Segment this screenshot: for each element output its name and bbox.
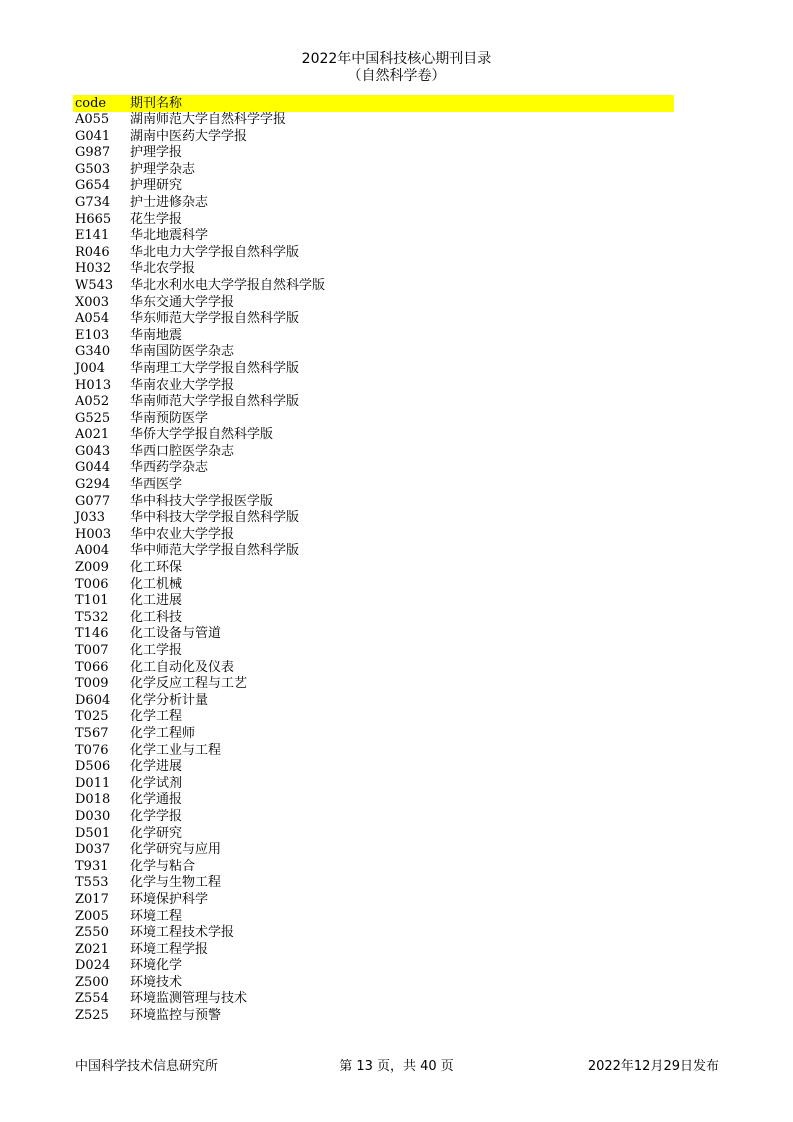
table-row xyxy=(0,593,793,610)
journal-code: J004 xyxy=(75,360,106,376)
journal-code: D037 xyxy=(75,842,111,858)
journal-code: Z017 xyxy=(75,891,109,907)
journal-code: D501 xyxy=(75,825,111,841)
table-row xyxy=(0,444,793,461)
journal-code: T076 xyxy=(75,742,109,758)
table-row xyxy=(0,344,793,361)
journal-name: 华东师范大学学报自然科学版 xyxy=(130,311,300,327)
journal-name: 化学反应工程与工艺 xyxy=(130,676,248,692)
journal-code: H032 xyxy=(75,261,112,277)
journal-code: Z005 xyxy=(75,908,109,924)
journal-name: 化学与生物工程 xyxy=(130,875,222,891)
table-row xyxy=(0,560,793,577)
journal-name: 华北电力大学学报自然科学版 xyxy=(130,244,300,260)
journal-name: 化学通报 xyxy=(130,792,183,808)
journal-name: 华北地震科学 xyxy=(130,228,209,244)
journal-name: 护理学报 xyxy=(130,145,183,161)
journal-name: 环境技术 xyxy=(130,974,183,990)
journal-code: G340 xyxy=(75,344,111,360)
journal-code: T146 xyxy=(75,626,109,642)
table-row xyxy=(0,859,793,876)
journal-code: G503 xyxy=(75,161,111,177)
journal-name: 护理学杂志 xyxy=(130,161,196,177)
journal-name: 华中师范大学学报自然科学版 xyxy=(130,543,300,559)
journal-code: Z550 xyxy=(75,925,109,941)
table-row xyxy=(0,676,793,693)
journal-name: 化学工程师 xyxy=(130,725,196,741)
table-row xyxy=(0,460,793,477)
journal-name: 华北农学报 xyxy=(130,261,196,277)
header-code: code xyxy=(75,96,107,111)
table-row xyxy=(0,162,793,179)
table-row xyxy=(0,958,793,975)
journal-name: 环境工程技术学报 xyxy=(130,925,235,941)
table-row xyxy=(0,809,793,826)
journal-name: 华西药学杂志 xyxy=(130,460,209,476)
journal-name: 化工设备与管道 xyxy=(130,626,222,642)
table-row xyxy=(0,875,793,892)
journal-code: G654 xyxy=(75,178,111,194)
table-row xyxy=(0,776,793,793)
journal-code: T025 xyxy=(75,709,109,725)
table-row xyxy=(0,709,793,726)
journal-name: 化学试剂 xyxy=(130,775,183,791)
journal-name: 华南地震 xyxy=(130,327,183,343)
table-row xyxy=(0,743,793,760)
journal-name: 化学与粘合 xyxy=(130,858,196,874)
table-row xyxy=(0,643,793,660)
journal-name: 环境监测管理与技术 xyxy=(130,991,248,1007)
journal-code: D030 xyxy=(75,808,111,824)
table-row xyxy=(0,494,793,511)
journal-code: T066 xyxy=(75,659,109,675)
table-row xyxy=(0,842,793,859)
table-row xyxy=(0,1008,793,1025)
journal-code: J033 xyxy=(75,510,106,526)
table-row xyxy=(0,693,793,710)
journal-code: Z525 xyxy=(75,1008,109,1024)
table-row xyxy=(0,792,793,809)
journal-code: G044 xyxy=(75,460,111,476)
table-row xyxy=(0,212,793,229)
table-row xyxy=(0,195,793,212)
table-row xyxy=(0,411,793,428)
journal-code: A021 xyxy=(75,427,110,443)
table-row xyxy=(0,328,793,345)
journal-code: H013 xyxy=(75,377,112,393)
journal-code: T553 xyxy=(75,875,109,891)
journal-name: 化学分析计量 xyxy=(130,692,209,708)
table-row xyxy=(0,909,793,926)
table-row xyxy=(0,261,793,278)
journal-name: 湖南师范大学自然科学学报 xyxy=(130,112,287,127)
table-row xyxy=(0,626,793,643)
table-row xyxy=(0,394,793,411)
journal-name: 华东交通大学学报 xyxy=(130,294,235,310)
journal-code: H003 xyxy=(75,526,112,542)
journal-name: 化学研究 xyxy=(130,825,183,841)
journal-name: 花生学报 xyxy=(130,211,183,227)
journal-code: T532 xyxy=(75,609,109,625)
journal-name: 护士进修杂志 xyxy=(130,194,209,210)
document-subtitle: （自然科学卷） xyxy=(347,68,446,84)
footer-page-number: 第 13 页，共 40 页 xyxy=(339,1059,454,1074)
journal-code: Z009 xyxy=(75,560,109,576)
table-row xyxy=(0,991,793,1008)
journal-code: H665 xyxy=(75,211,112,227)
journal-code: G525 xyxy=(75,410,111,426)
table-row xyxy=(0,577,793,594)
journal-code: E141 xyxy=(75,228,110,244)
journal-list xyxy=(0,112,793,1025)
footer-date: 2022年12月29日发布 xyxy=(587,1059,719,1074)
table-row xyxy=(0,295,793,312)
table-row xyxy=(0,178,793,195)
journal-code: Z500 xyxy=(75,974,109,990)
journal-name: 华南预防医学 xyxy=(130,410,209,426)
journal-code: D011 xyxy=(75,775,111,791)
table-row xyxy=(0,942,793,959)
table-row xyxy=(0,112,793,129)
journal-name: 华南师范大学学报自然科学版 xyxy=(130,394,300,410)
journal-code: G041 xyxy=(75,128,111,144)
journal-code: T931 xyxy=(75,858,109,874)
journal-name: 化工环保 xyxy=(130,560,183,576)
table-row xyxy=(0,378,793,395)
journal-name: 华中科技大学学报医学版 xyxy=(130,493,274,509)
journal-name: 华中农业大学学报 xyxy=(130,526,235,542)
journal-code: T009 xyxy=(75,676,109,692)
table-row xyxy=(0,311,793,328)
document-title: 2022年中国科技核心期刊目录 xyxy=(301,51,492,67)
table-row xyxy=(0,527,793,544)
journal-code: D604 xyxy=(75,692,111,708)
journal-code: A054 xyxy=(75,311,110,327)
journal-name: 化工科技 xyxy=(130,609,183,625)
journal-name: 化工机械 xyxy=(130,576,183,592)
footer-publisher: 中国科学技术信息研究所 xyxy=(75,1059,219,1074)
table-row xyxy=(0,361,793,378)
journal-name: 华南国防医学杂志 xyxy=(130,344,235,360)
journal-code: G294 xyxy=(75,477,111,493)
journal-name: 化学工业与工程 xyxy=(130,742,222,758)
journal-name: 护理研究 xyxy=(130,178,183,194)
journal-code: D024 xyxy=(75,958,111,974)
table-row xyxy=(0,925,793,942)
journal-code: G077 xyxy=(75,493,111,509)
journal-code: T007 xyxy=(75,643,109,658)
journal-name: 环境化学 xyxy=(130,958,183,974)
journal-name: 化工自动化及仪表 xyxy=(130,659,235,675)
journal-name: 华南理工大学学报自然科学版 xyxy=(130,360,300,376)
journal-name: 化学学报 xyxy=(130,808,183,824)
table-row xyxy=(0,477,793,494)
journal-code: Z554 xyxy=(75,991,109,1007)
journal-code: A052 xyxy=(75,394,110,410)
table-row xyxy=(0,759,793,776)
journal-code: G043 xyxy=(75,443,111,459)
journal-name: 化学工程 xyxy=(130,709,183,725)
journal-code: D506 xyxy=(75,759,111,775)
journal-code: A004 xyxy=(75,543,110,559)
table-row xyxy=(0,427,793,444)
journal-name: 华中科技大学学报自然科学版 xyxy=(130,510,300,526)
table-row xyxy=(0,228,793,245)
table-row xyxy=(0,510,793,527)
journal-code: D018 xyxy=(75,792,111,808)
journal-code: T567 xyxy=(75,725,109,741)
journal-name: 环境保护科学 xyxy=(130,891,209,907)
journal-code: R046 xyxy=(75,244,110,260)
journal-code: A055 xyxy=(75,112,110,127)
journal-code: T006 xyxy=(75,576,109,592)
journal-name: 化学进展 xyxy=(130,759,183,775)
journal-code: T101 xyxy=(75,593,109,609)
table-row xyxy=(0,145,793,162)
table-row xyxy=(0,278,793,295)
journal-name: 化学研究与应用 xyxy=(130,842,222,858)
journal-code: Z021 xyxy=(75,941,109,957)
journal-code: X003 xyxy=(75,294,110,310)
journal-name: 华侨大学学报自然科学版 xyxy=(130,427,274,443)
journal-code: G734 xyxy=(75,194,111,210)
journal-code: E103 xyxy=(75,327,110,343)
journal-code: G987 xyxy=(75,145,111,161)
table-row xyxy=(0,660,793,677)
table-row xyxy=(0,892,793,909)
table-row xyxy=(0,726,793,743)
journal-name: 华西口腔医学杂志 xyxy=(130,443,235,459)
journal-name: 环境监控与预警 xyxy=(130,1008,222,1024)
table-row xyxy=(0,543,793,560)
table-row xyxy=(0,975,793,992)
journal-name: 湖南中医药大学学报 xyxy=(130,128,248,144)
journal-name: 环境工程学报 xyxy=(130,941,209,957)
journal-name: 华北水利水电大学学报自然科学版 xyxy=(130,277,326,293)
journal-name: 环境工程 xyxy=(130,908,183,924)
table-row xyxy=(0,826,793,843)
journal-name: 华南农业大学学报 xyxy=(130,377,235,393)
journal-name: 化工学报 xyxy=(130,643,183,658)
header-name: 期刊名称 xyxy=(130,96,183,111)
journal-code: W543 xyxy=(75,277,114,293)
table-row xyxy=(0,129,793,146)
journal-name: 化工进展 xyxy=(130,593,183,609)
table-header xyxy=(73,95,674,112)
table-row xyxy=(0,610,793,627)
journal-name: 华西医学 xyxy=(130,477,183,493)
table-row xyxy=(0,245,793,262)
